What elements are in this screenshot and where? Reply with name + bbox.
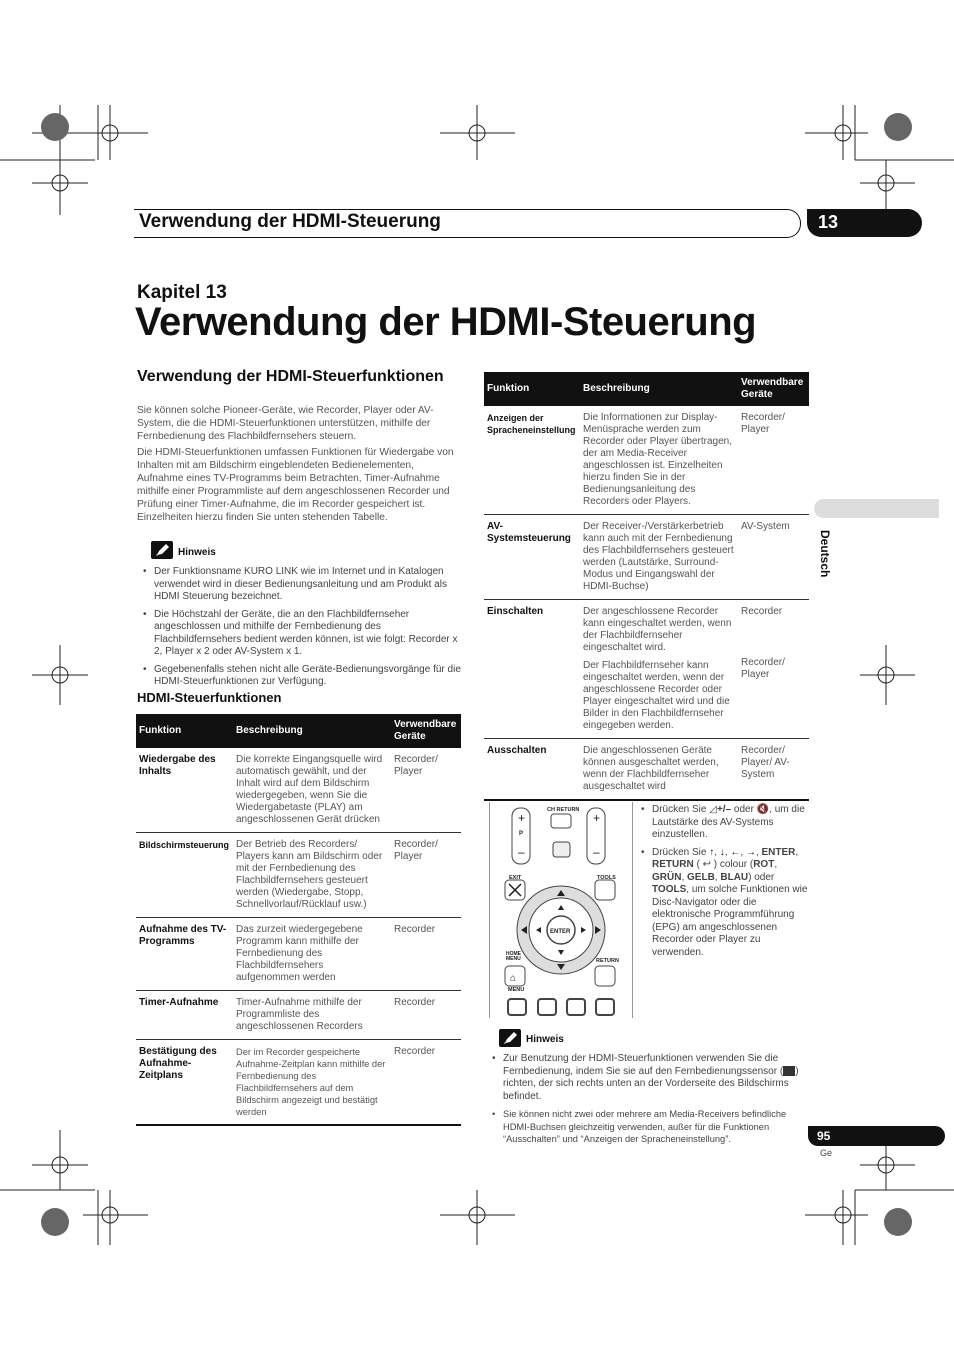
language-side-label: Deutsch bbox=[818, 530, 832, 578]
svg-text:+: + bbox=[593, 811, 601, 825]
volume-icon: ◿ bbox=[709, 804, 717, 815]
enter-button-label: ENTER bbox=[550, 929, 571, 935]
svg-text:⌂: ⌂ bbox=[510, 973, 517, 984]
note-item: • Zur Benutzung der HDMI-Steuerfunktionen verwenden Sie die Fernbedienung, indem Sie sie auf den Fernbedienungssensor ( ) richten, der sich rechts unten an der Vorderseite des Bildschirms befindet. bbox=[492, 1053, 810, 1103]
p-label: P bbox=[519, 831, 524, 837]
devices-cell: Recorder bbox=[391, 1040, 461, 1126]
note-heading: Hinweis bbox=[526, 1034, 564, 1045]
remote-control-graphic bbox=[490, 802, 632, 1018]
description-cell bbox=[580, 600, 738, 739]
col-header-function: Funktion bbox=[136, 714, 233, 748]
function-cell: AV-Systemsteuerung bbox=[484, 515, 580, 600]
mute-icon: 🔇 bbox=[756, 804, 770, 815]
col-header-description: Beschreibung bbox=[580, 372, 738, 406]
chapter-label: Kapitel 13 bbox=[137, 282, 227, 303]
col-header-description: Beschreibung bbox=[233, 714, 391, 748]
pencil-note-icon bbox=[499, 1029, 521, 1047]
col-header-devices: Verwendbare Geräte bbox=[391, 714, 461, 748]
arrow-down-icon: ↓ bbox=[719, 846, 725, 858]
table-row bbox=[484, 739, 809, 801]
intro-paragraph-2: Die HDMI-Steuerfunktionen umfassen Funktionen für Wiedergabe von Inhalten mit am Bildschirm eingeblendeten Bedienelementen, Aufnahme eines TV-Programms beim Betrachten, Timer-Aufnahme mithilfe einer Programmliste auf dem angeschlossenen Recorder und Prüfung einer Timer-Aufnahme, die im Recorder gespeichert ist. Einzelheiten hierzu finden Sie unten stehenden Tabelle. bbox=[137, 447, 454, 523]
subsection-title: HDMI-Steuerfunktionen bbox=[137, 690, 282, 705]
return-icon: ↩ bbox=[702, 859, 711, 870]
arrow-right-icon: → bbox=[745, 846, 756, 858]
note-list bbox=[492, 1053, 810, 1151]
table-row bbox=[136, 991, 461, 1040]
arrow-up-icon: ↑ bbox=[709, 846, 715, 858]
note-list bbox=[143, 566, 461, 694]
svg-text:+: + bbox=[518, 811, 526, 825]
remote-sensor-icon bbox=[783, 1066, 795, 1076]
note-heading: Hinweis bbox=[178, 547, 216, 558]
function-cell: Wiedergabe des Inhalts bbox=[136, 748, 233, 833]
note-item: • Gegebenenfalls stehen nicht alle Geräte-Bedienungsvorgänge für die HDMI-Steuerfunktionen zur Verfügung. bbox=[143, 664, 461, 689]
function-cell: Timer-Aufnahme bbox=[136, 991, 233, 1040]
table-row bbox=[136, 1040, 461, 1126]
arrow-left-icon: ← bbox=[730, 846, 741, 858]
description-cell: Der Betrieb des Recorders/ Players kann am Bildschirm oder mit der Fernbedienung des Flachbildfernsehers gesteuert werden (Wiedergabe, Stopp, Schnellvorlauf/Rücklauf usw.) bbox=[233, 833, 391, 918]
function-cell: Aufnahme des TV-Programms bbox=[136, 918, 233, 991]
devices-text: Recorder bbox=[741, 606, 783, 617]
devices-text: Recorder/ Player bbox=[741, 657, 785, 680]
table-row bbox=[484, 515, 809, 600]
function-cell: Bildschirmsteuerung bbox=[136, 833, 233, 918]
col-header-devices: Verwendbare Geräte bbox=[738, 372, 809, 406]
svg-text:–: – bbox=[593, 845, 600, 859]
chapter-number: 13 bbox=[818, 212, 839, 232]
exit-label: EXIT bbox=[509, 875, 522, 881]
page-number: 95 bbox=[817, 1129, 831, 1143]
language-side-tab bbox=[814, 499, 939, 518]
devices-cell: Recorder bbox=[391, 991, 461, 1040]
devices-cell: Recorder bbox=[391, 918, 461, 991]
description-cell: Die Informationen zur Display-Menüsprache werden zum Recorder oder Player übertragen, der am Media-Receiver angeschlossen ist. Einzelheiten hierzu finden Sie in der Bedienungsanleitung des Recorders oder Players. bbox=[580, 406, 738, 515]
menu-label: MENU bbox=[508, 987, 525, 993]
description-cell: Die korrekte Eingangsquelle wird automatisch gewählt, und der Inhalt wird auf dem Bildschirm wiedergegeben, wenn Sie die Wiedergabetaste (PLAY) am angeschlossenen Gerät drücken bbox=[233, 748, 391, 833]
intro-paragraph-1: Sie können solche Pioneer-Geräte, wie Recorder, Player oder AV-System, die die HDMI-Steuerfunktionen unterstützen, mithilfe der Fernbedienung des Flachbildfernsehers steuern. bbox=[137, 405, 434, 442]
function-cell: Bestätigung des Aufnahme-Zeitplans bbox=[136, 1040, 233, 1126]
note-item: • Die Höchstzahl der Geräte, die an den Flachbildfernseher angeschlossen und mithilfe der Fernbedienung des Flachbildfernsehers bedient werden können, ist wie folgt: Recorder x 2, Player x 2 oder AV-System x 1. bbox=[143, 609, 461, 659]
hdmi-functions-table-left bbox=[136, 714, 461, 1126]
description-text: Der angeschlossene Recorder kann eingeschaltet werden, wenn der Flachbildfernseher eingeschaltet wird. bbox=[583, 606, 732, 653]
devices-cell: AV-System bbox=[738, 515, 809, 600]
description-cell: Timer-Aufnahme mithilfe der Programmliste des angeschlossenen Recorders bbox=[233, 991, 391, 1040]
note-item: • Der Funktionsname KURO LINK wie im Internet und in Katalogen verwendet wird in dieser Bedienungsanleitung und am Produkt als HDMI Steuerung bezeichnet. bbox=[143, 566, 461, 604]
description-cell: Der Receiver-/Verstärkerbetrieb kann auch mit der Fernbedienung des Flachbildfernsehers gesteuert werden (Lautstärke, Surround-Modus und Eingangswahl der HDMI-Buchse) bbox=[580, 515, 738, 600]
devices-cell: Recorder/ Player bbox=[738, 406, 809, 515]
tools-label: TOOLS bbox=[597, 875, 616, 881]
function-cell: Anzeigen der Spracheneinstellung bbox=[484, 406, 580, 515]
instruction-item: • Drücken Sie ◿+/– oder 🔇, um die Lautstärke des AV-Systems einzustellen. bbox=[641, 804, 809, 842]
function-cell: Ausschalten bbox=[484, 739, 580, 801]
note-item: • Sie können nicht zwei oder mehrere am Media-Receivers befindliche HDMI-Buchsen gleichzeitig verwenden, außer für die Funktionen “Ausschalten” und “Anzeigen der Spracheneinstellung”. bbox=[492, 1108, 810, 1146]
remote-control-illustration bbox=[489, 802, 633, 1018]
description-cell: Die angeschlossenen Geräte können ausgeschaltet werden, wenn der Flachbildfernseher ausgeschaltet wird bbox=[580, 739, 738, 801]
hdmi-functions-table-right bbox=[484, 372, 809, 801]
devices-cell bbox=[738, 600, 809, 739]
table-row bbox=[136, 918, 461, 991]
page-language-code: Ge bbox=[820, 1148, 833, 1158]
description-text: Der Flachbildfernseher kann eingeschaltet werden, wenn der angeschlossene Recorder oder Player eingeschaltet wird und die Bilder in den Flachbildfernseher eingegeben werden. bbox=[583, 660, 730, 731]
function-cell: Einschalten bbox=[484, 600, 580, 739]
svg-text:–: – bbox=[518, 845, 525, 859]
table-row bbox=[136, 833, 461, 918]
ch-return-label: CH RETURN bbox=[547, 807, 580, 813]
header-title: Verwendung der HDMI-Steuerung bbox=[139, 211, 441, 232]
description-cell: Der im Recorder gespeicherte Aufnahme-Zeitplan kann mithilfe der Fernbedienung des Flachbildfernsehers auf dem Bildschirm angezeigt und bestätigt werden bbox=[233, 1040, 391, 1126]
description-cell: Das zurzeit wiedergegebene Programm kann mithilfe der Fernbedienung des Flachbildfernsehers aufgenommen werden bbox=[233, 918, 391, 991]
remote-instructions bbox=[641, 804, 809, 964]
devices-cell: Recorder/ Player/ AV-System bbox=[738, 739, 809, 801]
home-menu-label: HOME MENU bbox=[506, 951, 521, 962]
return-label: RETURN bbox=[596, 958, 619, 964]
section-title: Verwendung der HDMI-Steuerfunktionen bbox=[137, 368, 444, 385]
pencil-note-icon bbox=[151, 541, 173, 559]
page-title: Verwendung der HDMI-Steuerung bbox=[135, 300, 757, 344]
table-row bbox=[484, 600, 809, 739]
table-row bbox=[136, 748, 461, 833]
col-header-function: Funktion bbox=[484, 372, 580, 406]
devices-cell: Recorder/ Player bbox=[391, 833, 461, 918]
instruction-item: • Drücken Sie ↑, ↓, ←, →, ENTER, RETURN ( ↩ ) colour (ROT, GRÜN, GELB, BLAU) oder TOOLS, um solche Funktionen wie Disc-Navigator oder die elektronische Programmführung (EPG) am angeschlossenen Recorder oder Player zu verwenden. bbox=[641, 847, 809, 960]
table-row bbox=[484, 406, 809, 515]
devices-cell: Recorder/ Player bbox=[391, 748, 461, 833]
